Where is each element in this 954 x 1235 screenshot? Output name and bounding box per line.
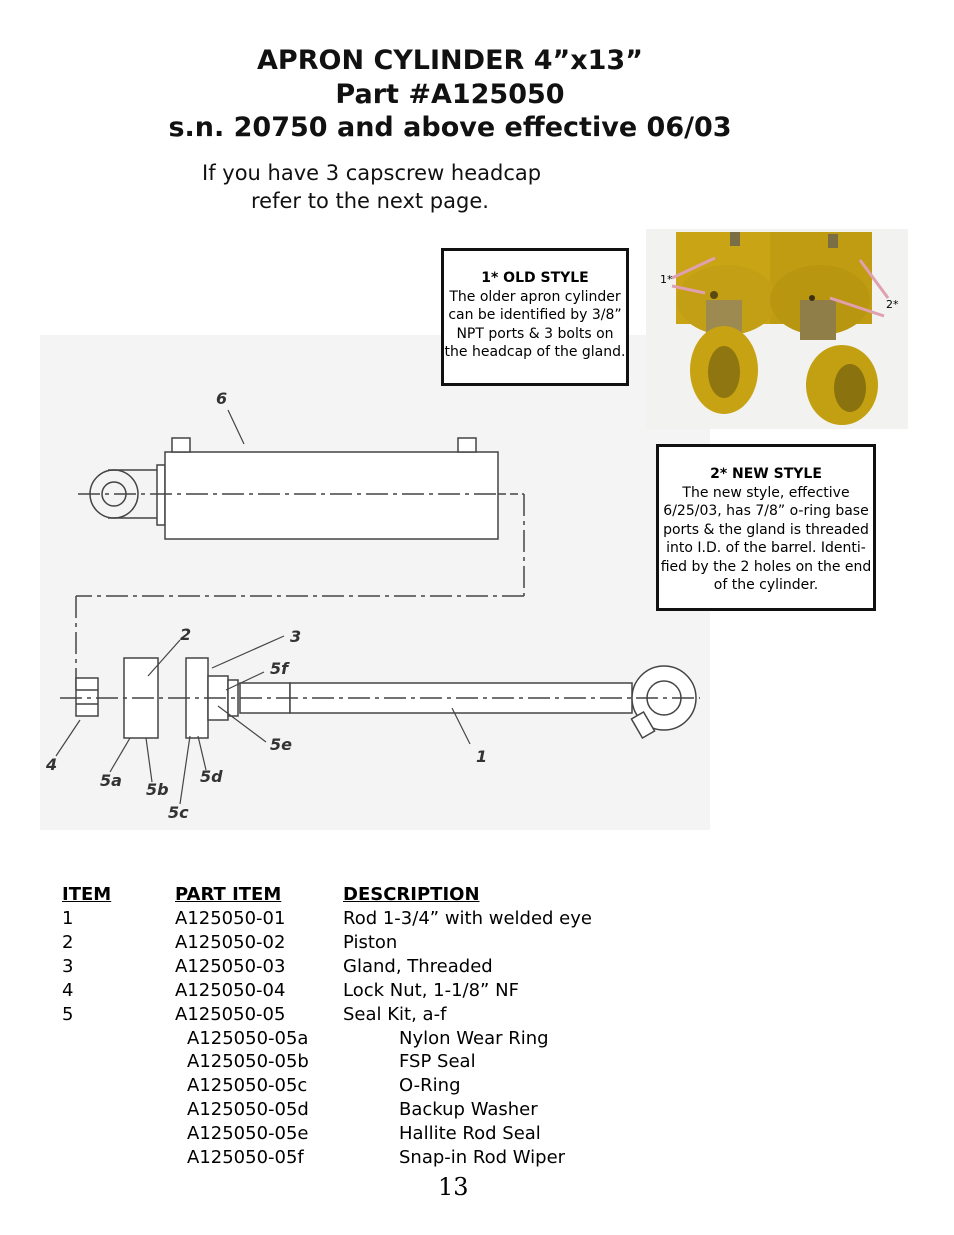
table-row-part: A125050-04 — [175, 980, 286, 1001]
label-5a: 5a — [100, 771, 122, 790]
table-subrow-description: Nylon Wear Ring — [399, 1028, 549, 1049]
cylinder-photo — [646, 229, 908, 429]
new-style-text: The new style, effective 6/25/03, has 7/8” o-ring base ports & the gland is threaded into I.D. of the barrel. Identi-fied by the 2 holes on the end of the cylinder. — [660, 484, 872, 593]
col-header-item: ITEM — [62, 884, 112, 905]
table-row-part: A125050-02 — [175, 932, 286, 953]
label-3: 3 — [290, 627, 302, 646]
table-subrow-part: A125050-05b — [187, 1051, 309, 1072]
label-2: 2 — [180, 625, 192, 644]
table-row-description: Piston — [343, 932, 398, 953]
table-subrow-part: A125050-05d — [187, 1099, 309, 1120]
table-row-part: A125050-05 — [175, 1004, 286, 1025]
label-4: 4 — [46, 755, 58, 774]
label-5e: 5e — [270, 735, 292, 754]
table-subrow-description: Backup Washer — [399, 1099, 538, 1120]
table-row-item: 2 — [62, 932, 74, 953]
label-6: 6 — [216, 389, 228, 408]
col-header-part: PART ITEM — [175, 884, 282, 905]
photo-label-2: 2* — [886, 298, 899, 311]
label-5c: 5c — [168, 803, 189, 822]
table-row-part: A125050-01 — [175, 908, 286, 929]
table-subrow-description: FSP Seal — [399, 1051, 476, 1072]
label-5f: 5f — [270, 659, 289, 678]
serial-number-title: s.n. 20750 and above effective 06/03 — [168, 112, 732, 143]
page-title: APRON CYLINDER 4”x13” — [257, 45, 643, 76]
photo-label-1: 1* — [660, 273, 673, 286]
table-subrow-description: Hallite Rod Seal — [399, 1123, 541, 1144]
new-style-heading: 2* NEW STYLE — [710, 466, 822, 482]
old-style-callout — [441, 248, 629, 386]
table-subrow-part: A125050-05a — [187, 1028, 309, 1049]
col-header-description: DESCRIPTION — [343, 884, 480, 905]
table-row-description: Gland, Threaded — [343, 956, 493, 977]
label-5b: 5b — [146, 780, 169, 799]
table-row-part: A125050-03 — [175, 956, 286, 977]
table-subrow-description: O-Ring — [399, 1075, 461, 1096]
table-subrow-description: Snap-in Rod Wiper — [399, 1147, 566, 1168]
table-row-item: 4 — [62, 980, 74, 1001]
table-row-item: 5 — [62, 1004, 74, 1025]
label-5d: 5d — [200, 767, 223, 786]
table-row-description: Lock Nut, 1-1/8” NF — [343, 980, 519, 1001]
note-line-2: refer to the next page. — [251, 189, 489, 213]
old-style-text: The older apron cylinder can be identified by 3/8” NPT ports & 3 bolts on the headcap of the gland. — [444, 288, 626, 360]
table-subrow-part: A125050-05e — [187, 1123, 309, 1144]
table-subrow-part: A125050-05c — [187, 1075, 308, 1096]
table-row-item: 1 — [62, 908, 74, 929]
table-subrow-part: A125050-05f — [187, 1147, 304, 1168]
part-number-title: Part #A125050 — [335, 79, 565, 110]
note-line-1: If you have 3 capscrew headcap — [202, 161, 542, 185]
new-style-callout — [656, 444, 876, 611]
label-1: 1 — [476, 747, 488, 766]
table-row-description: Seal Kit, a-f — [343, 1004, 447, 1025]
old-style-heading: 1* OLD STYLE — [481, 270, 589, 286]
page-number: 13 — [438, 1173, 469, 1201]
table-row-description: Rod 1-3/4” with welded eye — [343, 908, 592, 929]
drawing-background — [40, 335, 710, 830]
table-row-item: 3 — [62, 956, 74, 977]
